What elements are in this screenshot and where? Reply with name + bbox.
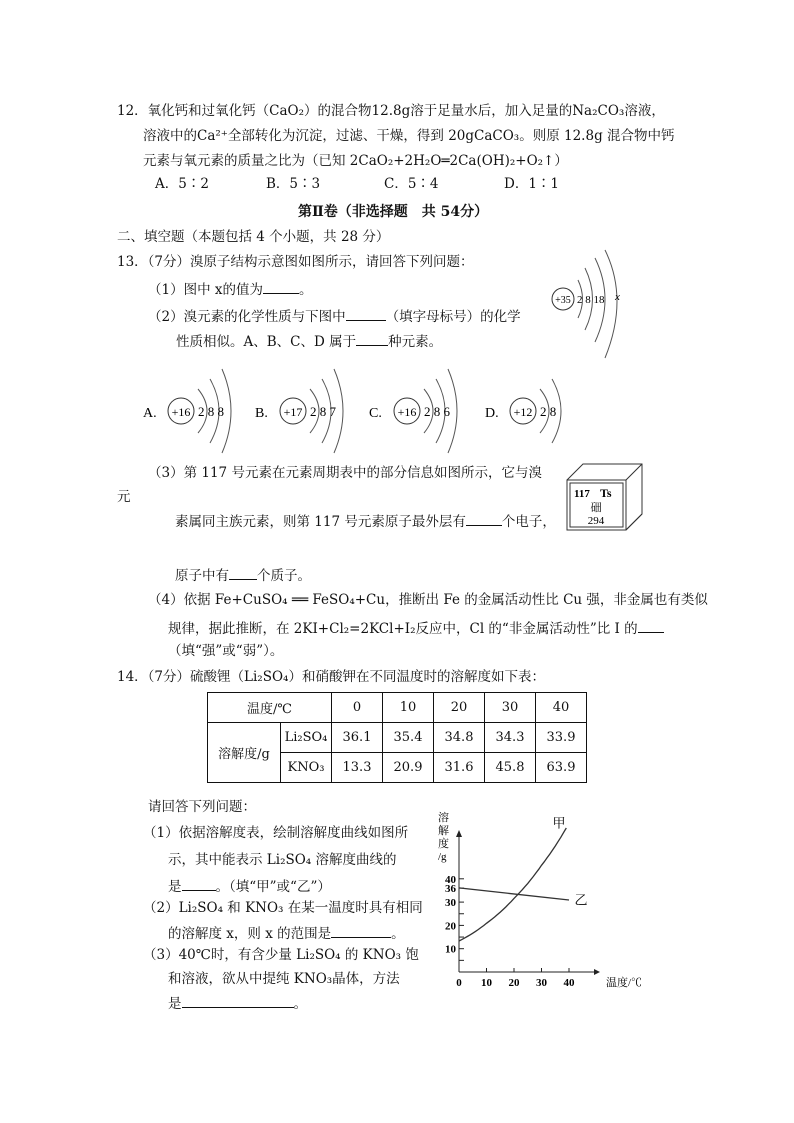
q14-p2-text2: 。 [391,926,405,942]
element-card-ts [566,462,644,532]
q13-p2-text4: 种元素。 [388,334,443,350]
x-axis-label: 温度/℃ [606,977,643,989]
q14-p2-text: 的溶解度 x，则 x 的范围是 [168,926,332,942]
q14-p3-text2: 。 [293,996,307,1012]
y-axis-label: /g [438,851,447,863]
section2-heading: 二、填空题（本题包括 4 个小题，共 28 分） [117,229,390,245]
q12-option-a: A．5∶2 [155,176,209,192]
cell: 13.3 [332,753,383,783]
cell: 36.1 [332,723,383,753]
x-tick-label: 30 [536,977,547,989]
q14-part1-cont: 示，其中能表示 Li₂SO₄ 溶解度曲线的 [168,852,397,868]
q13-part4: （4）依据 Fe+CuSO₄ ══ FeSO₄+Cu，推断出 Fe 的金属活动性比 Cu 强，非金属也有类似 [148,592,708,608]
atom-label: D. [485,406,499,421]
element-symbol: Ts [600,486,612,500]
series-label: 甲 [552,815,566,831]
y-axis-label: 溶 [438,812,449,824]
atom-label: A. [143,406,157,421]
answer-blank [331,923,391,938]
cell: 34.8 [434,723,485,753]
header-temp: 10 [383,693,434,723]
q14-part1-cont2 [168,876,331,896]
bromine-atom-diagram [545,250,625,365]
section-title: 第Ⅱ卷（非选择题 共 54分） [298,204,489,220]
answer-blank [182,876,216,891]
answer-blank [638,618,664,633]
atom-a [143,369,231,453]
q13-part2 [148,306,521,326]
y-axis-arrow [456,830,462,837]
y-axis-label: 度 [438,838,449,850]
solubility-curve-chart [430,805,643,995]
cell: 31.6 [434,753,485,783]
atom-shells: 2 8 7 [310,404,336,419]
atomic-mass: 294 [587,515,605,527]
table-row [208,723,587,753]
y-axis-label: 解 [438,825,449,837]
bromine-shells: 2 8 18 [577,294,605,306]
atom-shells: 2 8 6 [424,404,450,419]
element-name: 鿬 [590,502,602,514]
q13-part2-cont [176,331,442,351]
answer-blank [356,331,388,346]
q12-line2: 溶液中的Ca²⁺全部转化为沉淀，过滤、干燥，得到 20gCaCO₃。则原 12.8g 混合物中钙 [143,128,675,144]
cell: 63.9 [536,753,587,783]
q12-line1: 12．氧化钙和过氧化钙（CaO₂）的混合物12.8g溶于足量水后，加入足量的Na₂CO₃溶液， [117,103,665,119]
series-line-jia [459,828,566,941]
atom-label: C. [369,406,382,421]
q14-p3-text: 是 [168,996,182,1012]
q14-p1-text2: 。（填“甲”或“乙”） [215,879,331,895]
y-tick-label: 10 [445,943,456,956]
y-tick-label: 40 [445,873,456,886]
q14-stem: 14．（7分）硫酸锂（Li₂SO₄）和硝酸钾在不同温度时的溶解度如下表： [117,669,545,685]
q13-part4-cont2: （填“强”或“弱”）。 [168,643,284,659]
series-label: 乙 [574,892,588,908]
answer-blank [229,565,257,580]
q13-part3-cont2 [175,565,311,585]
q12-option-c: C．5∶4 [384,176,439,192]
q13-part4-cont [168,618,664,638]
q13-p1-end: 。 [299,282,313,298]
q13-part1 [148,279,313,299]
cell: 45.8 [485,753,536,783]
q13-p3-text3: 原子中有 [175,568,229,584]
q13-part3-cont [175,511,556,531]
q14-part3-cont: 和溶液，欲从中提纯 KNO₃晶体，方法 [168,971,400,987]
q14-prompt: 请回答下列问题： [148,799,256,815]
cell: 35.4 [383,723,434,753]
y-tick-label: 20 [445,920,456,933]
atom-b [255,369,343,453]
x-tick-label: 10 [481,977,492,989]
atom-nucleus: +12 [513,405,533,419]
atomic-number: 117 [574,488,590,500]
row-name: Li₂SO₄ [281,723,332,753]
table-header-row [208,693,587,723]
cell: 34.3 [485,723,536,753]
q13-p2-text2: （填字母标号）的化学 [385,309,521,325]
q12-option-d: D．1∶1 [504,176,560,192]
atom-shells: 2 8 8 [198,404,224,419]
card-edge [626,464,642,530]
atom-d [485,379,561,443]
bromine-nucleus: +35 [555,295,571,306]
cell: 33.9 [536,723,587,753]
q13-p1-text: （1）图中 x的值为 [148,282,263,298]
solubility-table [207,692,587,783]
x-tick-label: 40 [563,977,575,989]
atom-shells: 2 8 [540,404,557,419]
answer-blank [466,511,502,526]
q14-p1-text: 是 [168,879,182,895]
answer-blank [182,993,294,1008]
q13-part3: （3）第 117 号元素在元素周期表中的部分信息如图所示，它与溴 [148,465,542,481]
atoms-svg [143,365,563,460]
x-axis-arrow [594,969,600,975]
q14-part3: （3）40℃时，有含少量 Li₂SO₄ 的 KNO₃ 饱 [143,947,419,963]
atom-label: B. [255,406,268,421]
x-tick-label: 20 [508,977,520,989]
header-temp: 30 [485,693,536,723]
q13-p3-text2: 个电子， [501,514,556,530]
cell: 20.9 [383,753,434,783]
q14-part2: （2）Li₂SO₄ 和 KNO₃ 在某一温度时具有相同 [143,900,423,916]
shell-arc [605,250,617,358]
bromine-x: x [615,291,620,303]
atom-nucleus: +16 [171,405,191,419]
q12-line3: 元素与氧元素的质量之比为（已知 2CaO₂+2H₂O═2Ca(OH)₂+O₂↑） [143,153,568,169]
header-temp: 40 [536,693,587,723]
q14-part3-cont2 [168,993,307,1013]
q13-p2-text: （2）溴元素的化学性质与下图中 [148,309,346,325]
atom-c [369,369,457,453]
q13-p3-text4: 个质子。 [257,568,311,584]
header-temp-label: 温度/℃ [208,693,332,723]
atom-diagrams [143,365,563,460]
header-temp: 20 [434,693,485,723]
atom-nucleus: +17 [283,405,303,419]
y-tick-label: 30 [445,897,456,910]
row-group-label: 溶解度/g [208,723,281,783]
y-tick-label: 36 [445,883,456,896]
row-name: KNO₃ [281,753,332,783]
q13-p3-text: 素属同主族元素，则第 117 号元素原子最外层有 [175,514,466,530]
q12-option-b: B．5∶3 [266,176,321,192]
atom-nucleus: +16 [397,405,417,419]
q14-part2-cont [168,923,405,943]
answer-blank [346,306,386,321]
x-tick-label: 0 [456,977,462,989]
q14-part1: （1）依据溶解度表，绘制溶解度曲线如图所 [143,825,409,841]
answer-blank [263,279,299,294]
q13-p2-text3: 性质相似。A、B、C、D 属于 [176,334,357,350]
header-temp: 0 [332,693,383,723]
q13-p4-text: 规律，据此推断，在 2KI+Cl₂=2KCl+I₂反应中，Cl 的“非金属活动性”比 I 的 [168,621,638,637]
q13-part3-wrap: 元 [117,489,131,505]
q13-stem: 13．（7分）溴原子结构示意图如图所示，请回答下列问题： [117,254,474,270]
